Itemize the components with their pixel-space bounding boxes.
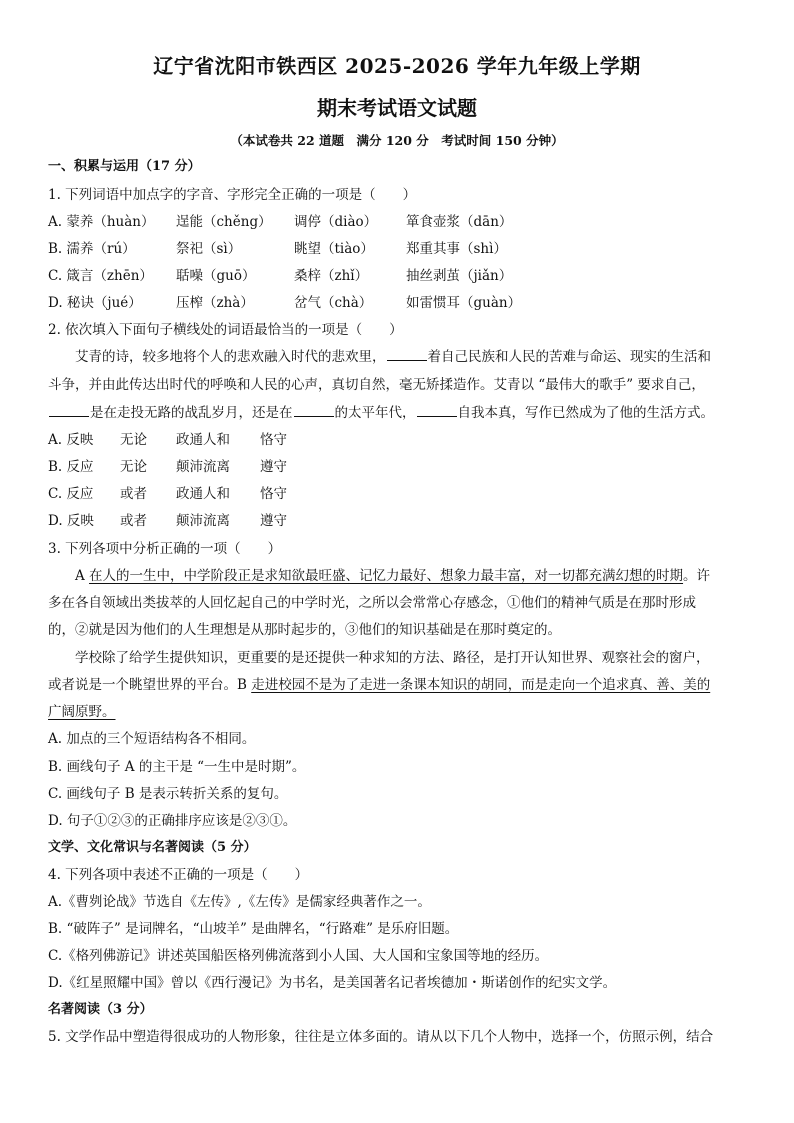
option-row xyxy=(48,458,287,476)
passage-line: 学校除了给学生提供知识，更重要的是还提供一种求知的方法、路径，是打开认知世界、观察社会的窗户， xyxy=(75,650,710,666)
option-row xyxy=(48,267,512,285)
option-cell: 桑梓（zhǐ） xyxy=(294,268,369,284)
option-row xyxy=(48,431,287,449)
option-cell: B. 反应 xyxy=(48,459,94,475)
option-cell: A. 反映 xyxy=(48,432,94,448)
passage-text: 。许 xyxy=(683,568,711,584)
passage-text: 着自己民族和人民的苦难与命运、现实的生活和 xyxy=(427,349,711,365)
passage-text: 是在走投无路的战乱岁月，还是在 xyxy=(90,405,293,421)
option-cell: 遵守 xyxy=(260,459,287,475)
passage-text: 的太平年代， xyxy=(334,405,416,421)
option-cell: C. 箴言（zhēn） xyxy=(48,268,153,284)
option-line: D.《红星照耀中国》曾以《西行漫记》为书名，是美国著名记者埃德加・斯诺创作的纪实文学。 xyxy=(48,975,617,991)
answer-blank xyxy=(387,348,427,361)
option-cell: 颠沛流离 xyxy=(176,459,230,475)
passage-text: 自我本真，写作已然成为了他的生活方式。 xyxy=(457,405,714,421)
passage-line: 的，②就是因为他们的人生理想是从那时起步的，③他们的知识基础是在那时奠定的。 xyxy=(48,622,561,638)
passage-line: 多在各自领域出类拔萃的人回忆起自己的中学时光，之所以会常常心存感念，①他们的精神气质是在那时形成 xyxy=(48,595,696,611)
exam-title-line2: 期末考试语文试题 xyxy=(317,96,477,120)
question-stem: 4. 下列各项中表述不正确的一项是（ ） xyxy=(48,867,309,883)
option-cell: 岔气（chà） xyxy=(294,295,373,311)
passage-line xyxy=(75,348,711,366)
option-cell: 眺望（tiào） xyxy=(294,241,374,257)
option-cell: 逞能（chěng） xyxy=(176,214,272,230)
option-cell: 或者 xyxy=(120,486,147,502)
underlined-sentence-b: 广阔原野。 xyxy=(48,704,116,720)
option-cell: 如雷惯耳（guàn） xyxy=(406,295,522,311)
underlined-sentence-a: 在人的一生中，中学阶段正是求知欲最旺盛、记忆力最好、想象力最丰富，对一切都充满幻想的时期 xyxy=(89,568,684,584)
answer-blank xyxy=(417,404,457,417)
option-cell: 恪守 xyxy=(260,486,287,502)
option-row xyxy=(48,240,507,258)
passage-text: A xyxy=(75,568,90,584)
option-cell: 恪守 xyxy=(260,432,287,448)
passage-line xyxy=(48,703,116,721)
answer-blank xyxy=(49,404,89,417)
option-cell: 或者 xyxy=(120,513,147,529)
option-cell: D. 反映 xyxy=(48,513,94,529)
option-cell: 抽丝剥茧（jiǎn） xyxy=(406,268,513,284)
option-cell: A. 蒙养（huàn） xyxy=(48,214,155,230)
option-cell: 压榨（zhà） xyxy=(176,295,254,311)
underlined-sentence-b: 走进校园不是为了走进一条课本知识的胡同，而是走向一个追求真、善、美的 xyxy=(251,677,711,693)
option-cell: 无论 xyxy=(120,459,147,475)
passage-line xyxy=(48,676,710,694)
option-row xyxy=(48,512,287,530)
option-cell: 政通人和 xyxy=(176,486,230,502)
section-heading: 文学、文化常识与名著阅读（5 分） xyxy=(48,840,257,855)
option-cell: 郑重其事（shì） xyxy=(406,241,507,257)
passage-line xyxy=(48,404,714,422)
question-stem: 2. 依次填入下面句子横线处的词语最恰当的一项是（ ） xyxy=(48,322,403,338)
option-line: C. 画线句子 B 是表示转折关系的复句。 xyxy=(48,786,288,802)
option-cell: 政通人和 xyxy=(176,432,230,448)
section-heading: 一、积累与运用（17 分） xyxy=(48,159,201,174)
passage-text: 或者说是一个眺望世界的平台。B xyxy=(48,677,252,693)
option-line: A.《曹刿论战》节选自《左传》,《左传》是儒家经典著作之一。 xyxy=(48,894,431,910)
section-heading: 名著阅读（3 分） xyxy=(48,1002,153,1017)
option-line: A. 加点的三个短语结构各不相同。 xyxy=(48,731,256,747)
passage-line xyxy=(75,567,710,585)
option-line: B. “破阵子” 是词牌名，“山坡羊” 是曲牌名，“行路难” 是乐府旧题。 xyxy=(48,921,459,937)
option-cell: 聒噪（guō） xyxy=(176,268,256,284)
option-cell: 无论 xyxy=(120,432,147,448)
exam-info: （本试卷共 22 道题 满分 120 分 考试时间 150 分钟） xyxy=(230,133,564,148)
option-cell: 箪食壶浆（dān） xyxy=(406,214,513,230)
option-cell: 祭祀（sì） xyxy=(176,241,242,257)
option-row xyxy=(48,213,512,231)
answer-blank xyxy=(294,404,334,417)
option-cell: 颠沛流离 xyxy=(176,513,230,529)
passage-line: 斗争，并由此传达出时代的呼唤和人民的心声，真切自然，毫无矫揉造作。艾青以 “最伟大的歌手” 要求自己， xyxy=(48,377,705,393)
option-row xyxy=(48,294,521,312)
option-cell: C. 反应 xyxy=(48,486,94,502)
option-cell: D. 秘诀（jué） xyxy=(48,295,142,311)
option-row xyxy=(48,485,287,503)
exam-title-line1: 辽宁省沈阳市铁西区 2025-2026 学年九年级上学期 xyxy=(153,54,641,78)
option-line: B. 画线句子 A 的主干是 “一生中是时期”。 xyxy=(48,759,306,775)
passage-text: 艾青的诗，较多地将个人的悲欢融入时代的悲欢里， xyxy=(75,349,386,365)
option-cell: 遵守 xyxy=(260,513,287,529)
option-line: D. 句子①②③的正确排序应该是②③①。 xyxy=(48,813,297,829)
question-stem: 1. 下列词语中加点字的字音、字形完全正确的一项是（ ） xyxy=(48,187,417,203)
option-cell: B. 濡养（rú） xyxy=(48,241,136,257)
option-line: C.《格列佛游记》讲述英国船医格列佛流落到小人国、大人国和宝象国等地的经历。 xyxy=(48,948,549,964)
question-stem: 5. 文学作品中塑造得很成功的人物形象，往往是立体多面的。请从以下几个人物中，选择一个，仿照示例，结合 xyxy=(48,1029,714,1045)
option-cell: 调停（diào） xyxy=(294,214,378,230)
question-stem: 3. 下列各项中分析正确的一项（ ） xyxy=(48,541,282,557)
